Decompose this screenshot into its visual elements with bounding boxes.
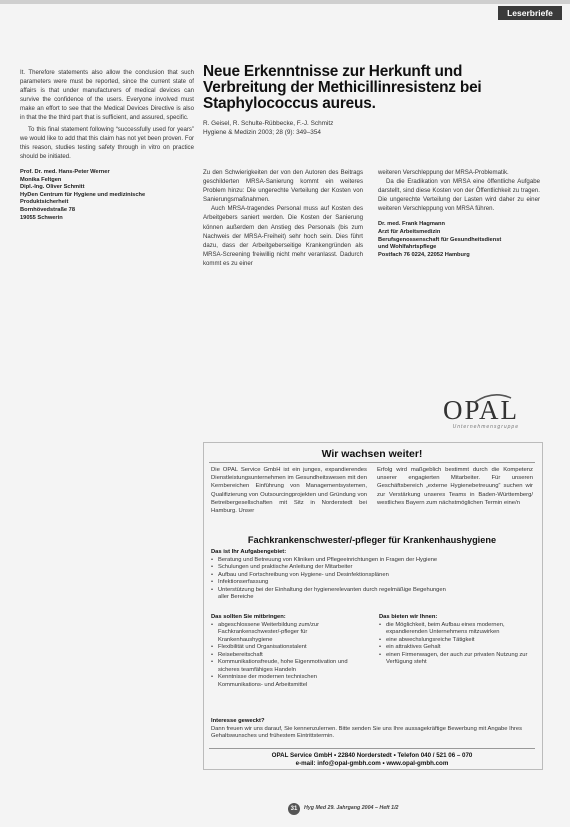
contact-line: OPAL Service GmbH • 22840 Norderstedt • Telefon 040 / 521 06 – 070 <box>271 752 473 759</box>
sig-line: Bornhövedstraße 78 <box>20 206 75 213</box>
right-paragraph: weiteren Verschleppung der MRSA-Problematik. <box>378 169 509 176</box>
sig-line: Arzt für Arbeitsmedizin <box>378 229 441 236</box>
ad-job-title: Fachkrankenschwester/-pfleger für Krankenhaushygiene <box>247 535 497 545</box>
offers-heading: Das bieten wir Ihnen: <box>379 614 438 620</box>
sig-line: Monika Feltgen <box>20 176 62 183</box>
left-paragraph: It. Therefore statements also allow the conclusion that such parameters were must be reported, since the current state of affairs is that under manufacturers of medical devices can survive the confidence of the users. Everyone involved must make an effort to see that the Medical Devices Directive is also in that the the third part that is sufficient, and assured, specific. <box>20 69 194 122</box>
sig-line: Dipl.-Ing. Oliver Schmitt <box>20 184 85 191</box>
article-title: Neue Erkenntnisse zur Herkunft und Verbreitung der Methicillinresistenz bei Staphylococcus aureus. <box>203 63 482 112</box>
opal-logo <box>409 396 519 434</box>
mid-paragraph: Auch MRSA-tragendes Personal muss auf Kosten des Arbeitgebers saniert werden. Die Kosten der Sanierung können außerdem den Anstieg des Personals (bis zum Nachweis der MRSA-Freiheit) sehr hoch sein. Dies führt dazu, dass der Arbeitgeberseitige Krankengründen als MRSA-Screening freiwillig nicht mehr veranlasst. Dadurch kommt es zu einer <box>203 205 363 267</box>
right-paragraph: Da die Eradikation von MRSA eine öffentliche Aufgabe darstellt, sind diese Kosten von der Öffentlichkeit zu tragen. Die ungerechte Verteilung der Lasten wird daher zu einer weiteren Verschleppung von MRSA führen. <box>378 178 540 213</box>
sig-line: HyDen Centrum für Hygiene und medizinische <box>20 191 146 198</box>
task-item: • Unterstützung bei der Einhaltung der hygienerelevanten durch regelmäßige Begehungen aller Bereiche <box>218 587 448 602</box>
left-signature <box>20 169 194 222</box>
ad-requirements <box>211 614 361 689</box>
right-column <box>378 168 540 259</box>
middle-column <box>203 168 363 268</box>
sig-line: Berufsgenossenschaft für Gesundheitsdienst <box>378 236 502 243</box>
left-paragraph: To this final statement following “successfully used for years” we would like to add that this claim has not yet been proven. For this reason, studies testing safety through in vitro on practice should be initiated. <box>20 125 194 160</box>
right-signature <box>378 221 540 259</box>
article-citation: Hygiene & Medizin 2003; 28 (9): 349–354 <box>203 128 321 136</box>
ad-interest <box>211 718 533 741</box>
article-byline <box>203 120 533 137</box>
requirement-item: • Kommunikationsfreude, hohe Eigenmotivation und sicheres teamfähiges Handeln <box>218 659 361 674</box>
offer-item: • ein attraktives Gehalt <box>386 644 529 652</box>
requirement-item: • abgeschlossene Weiterbildung zum/zur Fachkrankenschwester/-pfleger für Krankenhaushygiene <box>218 622 361 645</box>
sig-line: 19055 Schwerin <box>20 214 63 221</box>
requirement-item: • Flexibilität und Organisationstalent <box>218 644 361 652</box>
ad-contact <box>203 752 541 768</box>
ad-intro-right: Erfolg wird maßgeblich bestimmt durch die Kompetenz unserer engagierten Mitarbeiter. Für unseren Geschäftsbereich „externe Hygienebetreuung“ suchen wir zur Verstärkung unseres Teams in Baden-Württemberg/ westliches Bayern zum nächstmöglichen Termin eine/n <box>377 467 533 506</box>
job-advertisement <box>203 396 543 770</box>
sig-line: Prof. Dr. med. Hans-Peter Werner <box>20 168 110 175</box>
sig-line: und Wohlfahrtspflege <box>378 244 437 251</box>
ad-headline: Wir wachsen weiter! <box>321 448 423 460</box>
requirements-heading: Das sollten Sie mitbringen: <box>211 614 286 620</box>
offer-item: • eine abwechslungsreiche Tätigkeit <box>386 637 529 645</box>
ad-contact-divider <box>209 748 535 749</box>
task-item: • Aufbau und Fortschreibung von Hygiene- und Desinfektionsplänen <box>218 572 533 580</box>
requirement-item: • Reisebereitschaft <box>218 652 361 660</box>
interest-heading: Interesse geweckt? <box>211 718 265 724</box>
section-tag: Leserbriefe <box>498 6 562 20</box>
sig-line: Produktsicherheit <box>20 199 69 206</box>
ad-intro-left: Die OPAL Service GmbH ist ein junges, expandierendes Dienstleistungsunternehmen im Gesundheitswesen mit den Kernbereichen Einführung von Managementsystemen, Qualifizierung von Outsourcingprojekten und Gründung von Betreibergesellschaften mit Sitz in Norderstedt bei Hamburg. Unser <box>211 467 367 515</box>
contact-line: e-mail: info@opal-gmbh.com • www.opal-gmbh.com <box>295 760 449 767</box>
sig-line: Dr. med. Frank Hagmann <box>378 221 446 228</box>
mid-paragraph: Zu den Schwierigkeiten der von den Autoren des Beitrags geschilderten MRSA-Sanierung kommt ein weiteres Problem hinzu: Die ungerechte Verteilung der Kosten von Sanierungsmaßnahmen. <box>203 169 363 204</box>
interest-text: Dann freuen wir uns darauf, Sie kennenzulernen. Bitte senden Sie uns Ihre aussagekräftige Bewerbung mit Angabe Ihres Gehaltswunsches und frühestem Eintrittstermin. <box>211 725 522 739</box>
left-column <box>20 68 194 222</box>
article-authors: R. Geisel, R. Schulte-Rübbecke, F.-J. Schmitz <box>203 120 334 127</box>
task-item: • Beratung und Betreuung von Kliniken und Pflegeeinrichtungen in Fragen der Hygiene <box>218 557 533 565</box>
logo-subtitle: Unternehmensgruppe <box>452 424 519 430</box>
offer-item: • die Möglichkeit, beim Aufbau eines modernen, expandierenden Unternehmens mitzuwirken <box>386 622 529 637</box>
ad-offers <box>379 614 529 667</box>
sig-line: Postfach 76 0224, 22052 Hamburg <box>378 251 470 258</box>
task-item: • Infektionserfassung <box>218 579 533 587</box>
offer-item: • einen Firmenwagen, der auch zur privaten Nutzung zur Verfügung steht <box>386 652 529 667</box>
tasks-heading: Das ist Ihr Aufgabengebiet: <box>211 549 287 555</box>
top-edge <box>0 0 570 4</box>
logo-word: OPAL <box>442 395 519 425</box>
logo-swoosh-icon <box>473 392 513 404</box>
ad-tasks <box>211 549 533 602</box>
page-number: 31 <box>288 803 300 815</box>
task-item: • Schulungen und praktische Anleitung der Mitarbeiter <box>218 564 533 572</box>
requirement-item: • Kenntnisse der modernen technischen Kommunikations- und Arbeitsmittel <box>218 674 361 689</box>
running-footer: Hyg Med 29. Jahrgang 2004 – Heft 1/2 <box>304 805 399 811</box>
ad-divider <box>209 462 535 463</box>
